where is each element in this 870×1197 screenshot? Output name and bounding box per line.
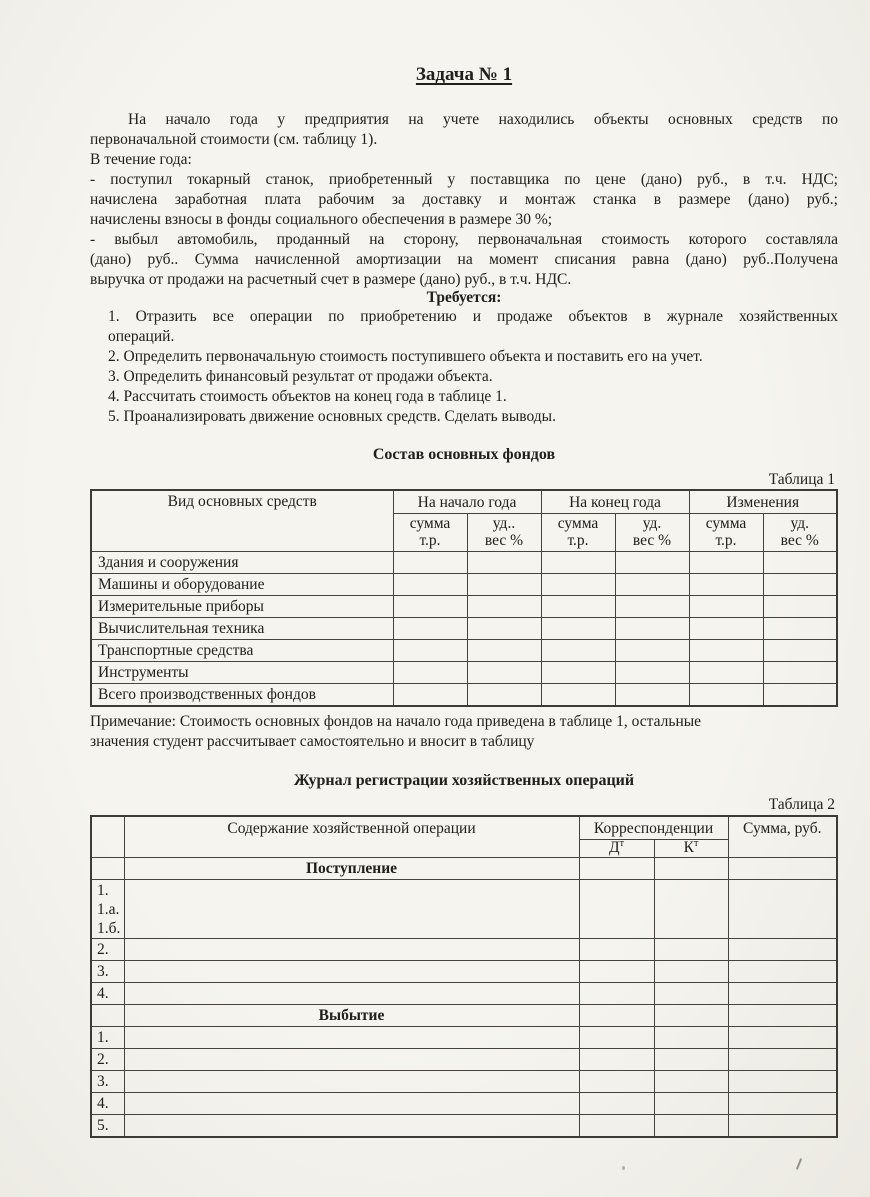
- empty-cell: [728, 1027, 837, 1049]
- empty-cell: [541, 662, 615, 684]
- empty-cell: [124, 1049, 579, 1071]
- empty-cell: [579, 1115, 654, 1138]
- empty-cell: [728, 961, 837, 983]
- asset-type-label: Машины и оборудование: [91, 574, 393, 596]
- empty-cell: [393, 552, 467, 574]
- empty-cell: [763, 640, 837, 662]
- intro-bullet-line: (дано) руб.. Сумма начисленной амортизации на момент списания равна (дано) руб..Получена: [90, 251, 838, 268]
- empty-cell: [124, 939, 579, 961]
- empty-cell: [654, 983, 728, 1005]
- row-number: 5.: [91, 1115, 124, 1138]
- scan-artifact: [796, 1158, 802, 1170]
- table1-header-group: Изменения: [689, 490, 837, 514]
- empty-cell: [579, 1005, 654, 1027]
- table1-subheader: уд.. вес %: [467, 514, 541, 552]
- required-item: 3. Определить финансовый результат от продажи объекта.: [108, 368, 493, 385]
- debit-header: $Д^т$: [579, 840, 654, 858]
- required-heading: Требуется:: [426, 289, 502, 306]
- table1-caption: Состав основных фондов: [372, 446, 556, 463]
- empty-cell: [467, 552, 541, 574]
- empty-cell: [615, 596, 689, 618]
- empty-cell: [541, 684, 615, 707]
- asset-type-label: Транспортные средства: [91, 640, 393, 662]
- required-item: 1. Отразить все операции по приобретению и продаже объектов в журнале хозяйственных: [108, 308, 838, 325]
- empty-cell: [728, 1115, 837, 1138]
- required-item: 5. Проанализировать движение основных средств. Сделать выводы.: [108, 408, 556, 425]
- table1-label: Таблица 1: [768, 471, 835, 488]
- row-number: 1.: [91, 1027, 124, 1049]
- empty-cell: [124, 1093, 579, 1115]
- table2-header-content: Содержание хозяйственной операции: [124, 816, 579, 858]
- empty-cell: [467, 618, 541, 640]
- empty-cell: [654, 1115, 728, 1138]
- empty-cell: [654, 1093, 728, 1115]
- required-list: [108, 307, 838, 427]
- note-line: значения студент рассчитывает самостоятельно и вносит в таблицу: [90, 733, 535, 750]
- table1-header-group: На конец года: [541, 490, 689, 514]
- empty-cell: [728, 1049, 837, 1071]
- intro-paragraph-line: В течение года:: [90, 151, 192, 168]
- table1-header-group: На начало года: [393, 490, 541, 514]
- empty-cell: [579, 961, 654, 983]
- empty-cell: [579, 1049, 654, 1071]
- table-row: [91, 684, 837, 707]
- empty-cell: [124, 1115, 579, 1138]
- empty-cell: [579, 1093, 654, 1115]
- table1-subheader: уд. вес %: [763, 514, 837, 552]
- empty-cell: [654, 939, 728, 961]
- table-row: [91, 1049, 837, 1071]
- table2-label: Таблица 2: [768, 796, 835, 813]
- section-row: [91, 858, 837, 880]
- row-number-header: [91, 816, 124, 858]
- empty-cell: [579, 983, 654, 1005]
- empty-cell: [763, 552, 837, 574]
- empty-cell: [393, 684, 467, 707]
- table1-subheader: сумма т.р.: [541, 514, 615, 552]
- asset-type-label: Инструменты: [91, 662, 393, 684]
- table2-caption: Журнал регистрации хозяйственных операций: [293, 772, 635, 789]
- empty-cell: [467, 574, 541, 596]
- empty-cell: [728, 939, 837, 961]
- credit-header: $К^т$: [654, 840, 728, 858]
- empty-cell: [579, 939, 654, 961]
- empty-cell: [615, 618, 689, 640]
- asset-type-label: Здания и сооружения: [91, 552, 393, 574]
- empty-cell: [541, 596, 615, 618]
- table1-subheader: уд. вес %: [615, 514, 689, 552]
- row-number: 2.: [91, 1049, 124, 1071]
- row-number: 4.: [91, 983, 124, 1005]
- empty-cell: [91, 858, 124, 880]
- table-row: [91, 1071, 837, 1093]
- empty-cell: [541, 618, 615, 640]
- row-number: 3.: [91, 1071, 124, 1093]
- table2-header-correspondence: Корреспонденции: [579, 816, 728, 840]
- table-row: [91, 961, 837, 983]
- empty-cell: [579, 1071, 654, 1093]
- required-item: операций.: [108, 328, 175, 345]
- empty-cell: [654, 1071, 728, 1093]
- empty-cell: [654, 1005, 728, 1027]
- empty-cell: [393, 618, 467, 640]
- empty-cell: [615, 684, 689, 707]
- empty-cell: [541, 640, 615, 662]
- table2-header-sum: Сумма, руб.: [728, 816, 837, 858]
- empty-cell: [728, 1071, 837, 1093]
- empty-cell: [124, 1027, 579, 1049]
- table-row: [91, 552, 837, 574]
- table1-header-type: Вид основных средств: [91, 490, 393, 552]
- intro-bullet-line: начислена заработная плата рабочим за доставку и монтаж станка в размере (дано) руб.;: [90, 191, 838, 208]
- intro-text: [90, 110, 838, 290]
- empty-cell: [654, 1049, 728, 1071]
- section-disposal: Выбытие: [124, 1005, 579, 1027]
- empty-cell: [728, 858, 837, 880]
- journal-table: [90, 815, 838, 1138]
- page-title: Задача № 1: [415, 64, 513, 85]
- row-number: 3.: [91, 961, 124, 983]
- empty-cell: [393, 574, 467, 596]
- table1-subheader: сумма т.р.: [393, 514, 467, 552]
- asset-type-label: Вычислительная техника: [91, 618, 393, 640]
- empty-cell: [124, 880, 579, 939]
- empty-cell: [654, 880, 728, 939]
- table-row: [91, 662, 837, 684]
- empty-cell: [763, 596, 837, 618]
- empty-cell: [728, 983, 837, 1005]
- table-row: [91, 939, 837, 961]
- table-row: [91, 1115, 837, 1138]
- empty-cell: [615, 552, 689, 574]
- table1-subheader: сумма т.р.: [689, 514, 763, 552]
- empty-cell: [654, 1027, 728, 1049]
- intro-paragraph-line: На начало года у предприятия на учете находились объекты основных средств по: [128, 111, 838, 128]
- empty-cell: [615, 640, 689, 662]
- asset-type-label: Измерительные приборы: [91, 596, 393, 618]
- intro-bullet-line: выручка от продажи на расчетный счет в размере (дано) руб., в т.ч. НДС.: [90, 271, 572, 288]
- empty-cell: [763, 618, 837, 640]
- intro-bullet-line: - поступил токарный станок, приобретенный у поставщика по цене (дано) руб., в т.ч. НДС;: [90, 171, 838, 188]
- empty-cell: [124, 983, 579, 1005]
- empty-cell: [124, 1071, 579, 1093]
- empty-cell: [654, 858, 728, 880]
- empty-cell: [467, 596, 541, 618]
- empty-cell: [467, 662, 541, 684]
- empty-cell: [467, 640, 541, 662]
- empty-cell: [393, 596, 467, 618]
- empty-cell: [728, 1005, 837, 1027]
- empty-cell: [579, 858, 654, 880]
- empty-cell: [579, 880, 654, 939]
- section-row: [91, 1005, 837, 1027]
- table-row: [91, 574, 837, 596]
- row-number: 1. 1.а. 1.б.: [91, 880, 124, 939]
- table2-header-row: [91, 816, 837, 840]
- table-row: [91, 640, 837, 662]
- table-row: [91, 1027, 837, 1049]
- empty-cell: [728, 1093, 837, 1115]
- empty-cell: [689, 618, 763, 640]
- empty-cell: [541, 552, 615, 574]
- table-row: [91, 880, 837, 939]
- empty-cell: [689, 574, 763, 596]
- empty-cell: [579, 1027, 654, 1049]
- table-row: [91, 1093, 837, 1115]
- empty-cell: [728, 880, 837, 939]
- note: [90, 712, 838, 752]
- row-number: 2.: [91, 939, 124, 961]
- empty-cell: [393, 640, 467, 662]
- required-item: 4. Рассчитать стоимость объектов на конец года в таблице 1.: [108, 388, 507, 405]
- required-item: 2. Определить первоначальную стоимость поступившего объекта и поставить его на учет.: [108, 348, 703, 365]
- section-receipt: Поступление: [124, 858, 579, 880]
- table-row: [91, 596, 837, 618]
- intro-bullet-line: - выбыл автомобиль, проданный на сторону, первоначальная стоимость которого составляла: [90, 231, 838, 248]
- empty-cell: [689, 640, 763, 662]
- fixed-assets-table: [90, 489, 838, 707]
- intro-paragraph-line: первоначальной стоимости (см. таблицу 1).: [90, 131, 378, 148]
- empty-cell: [689, 684, 763, 707]
- intro-bullet-line: начислены взносы в фонды социального обеспечения в размере 30 %;: [90, 211, 553, 228]
- table-row: [91, 983, 837, 1005]
- empty-cell: [689, 552, 763, 574]
- note-line: Примечание: Стоимость основных фондов на начало года приведена в таблице 1, остальные: [90, 713, 702, 730]
- empty-cell: [689, 596, 763, 618]
- empty-cell: [689, 662, 763, 684]
- empty-cell: [124, 961, 579, 983]
- empty-cell: [615, 662, 689, 684]
- table1-header-row: [91, 490, 837, 514]
- asset-type-label: Всего производственных фондов: [91, 684, 393, 707]
- empty-cell: [91, 1005, 124, 1027]
- empty-cell: [763, 662, 837, 684]
- empty-cell: [467, 684, 541, 707]
- row-number: 4.: [91, 1093, 124, 1115]
- table-row: [91, 618, 837, 640]
- empty-cell: [763, 574, 837, 596]
- empty-cell: [615, 574, 689, 596]
- empty-cell: [393, 662, 467, 684]
- scan-artifact: [622, 1166, 625, 1170]
- empty-cell: [763, 684, 837, 707]
- empty-cell: [541, 574, 615, 596]
- empty-cell: [654, 961, 728, 983]
